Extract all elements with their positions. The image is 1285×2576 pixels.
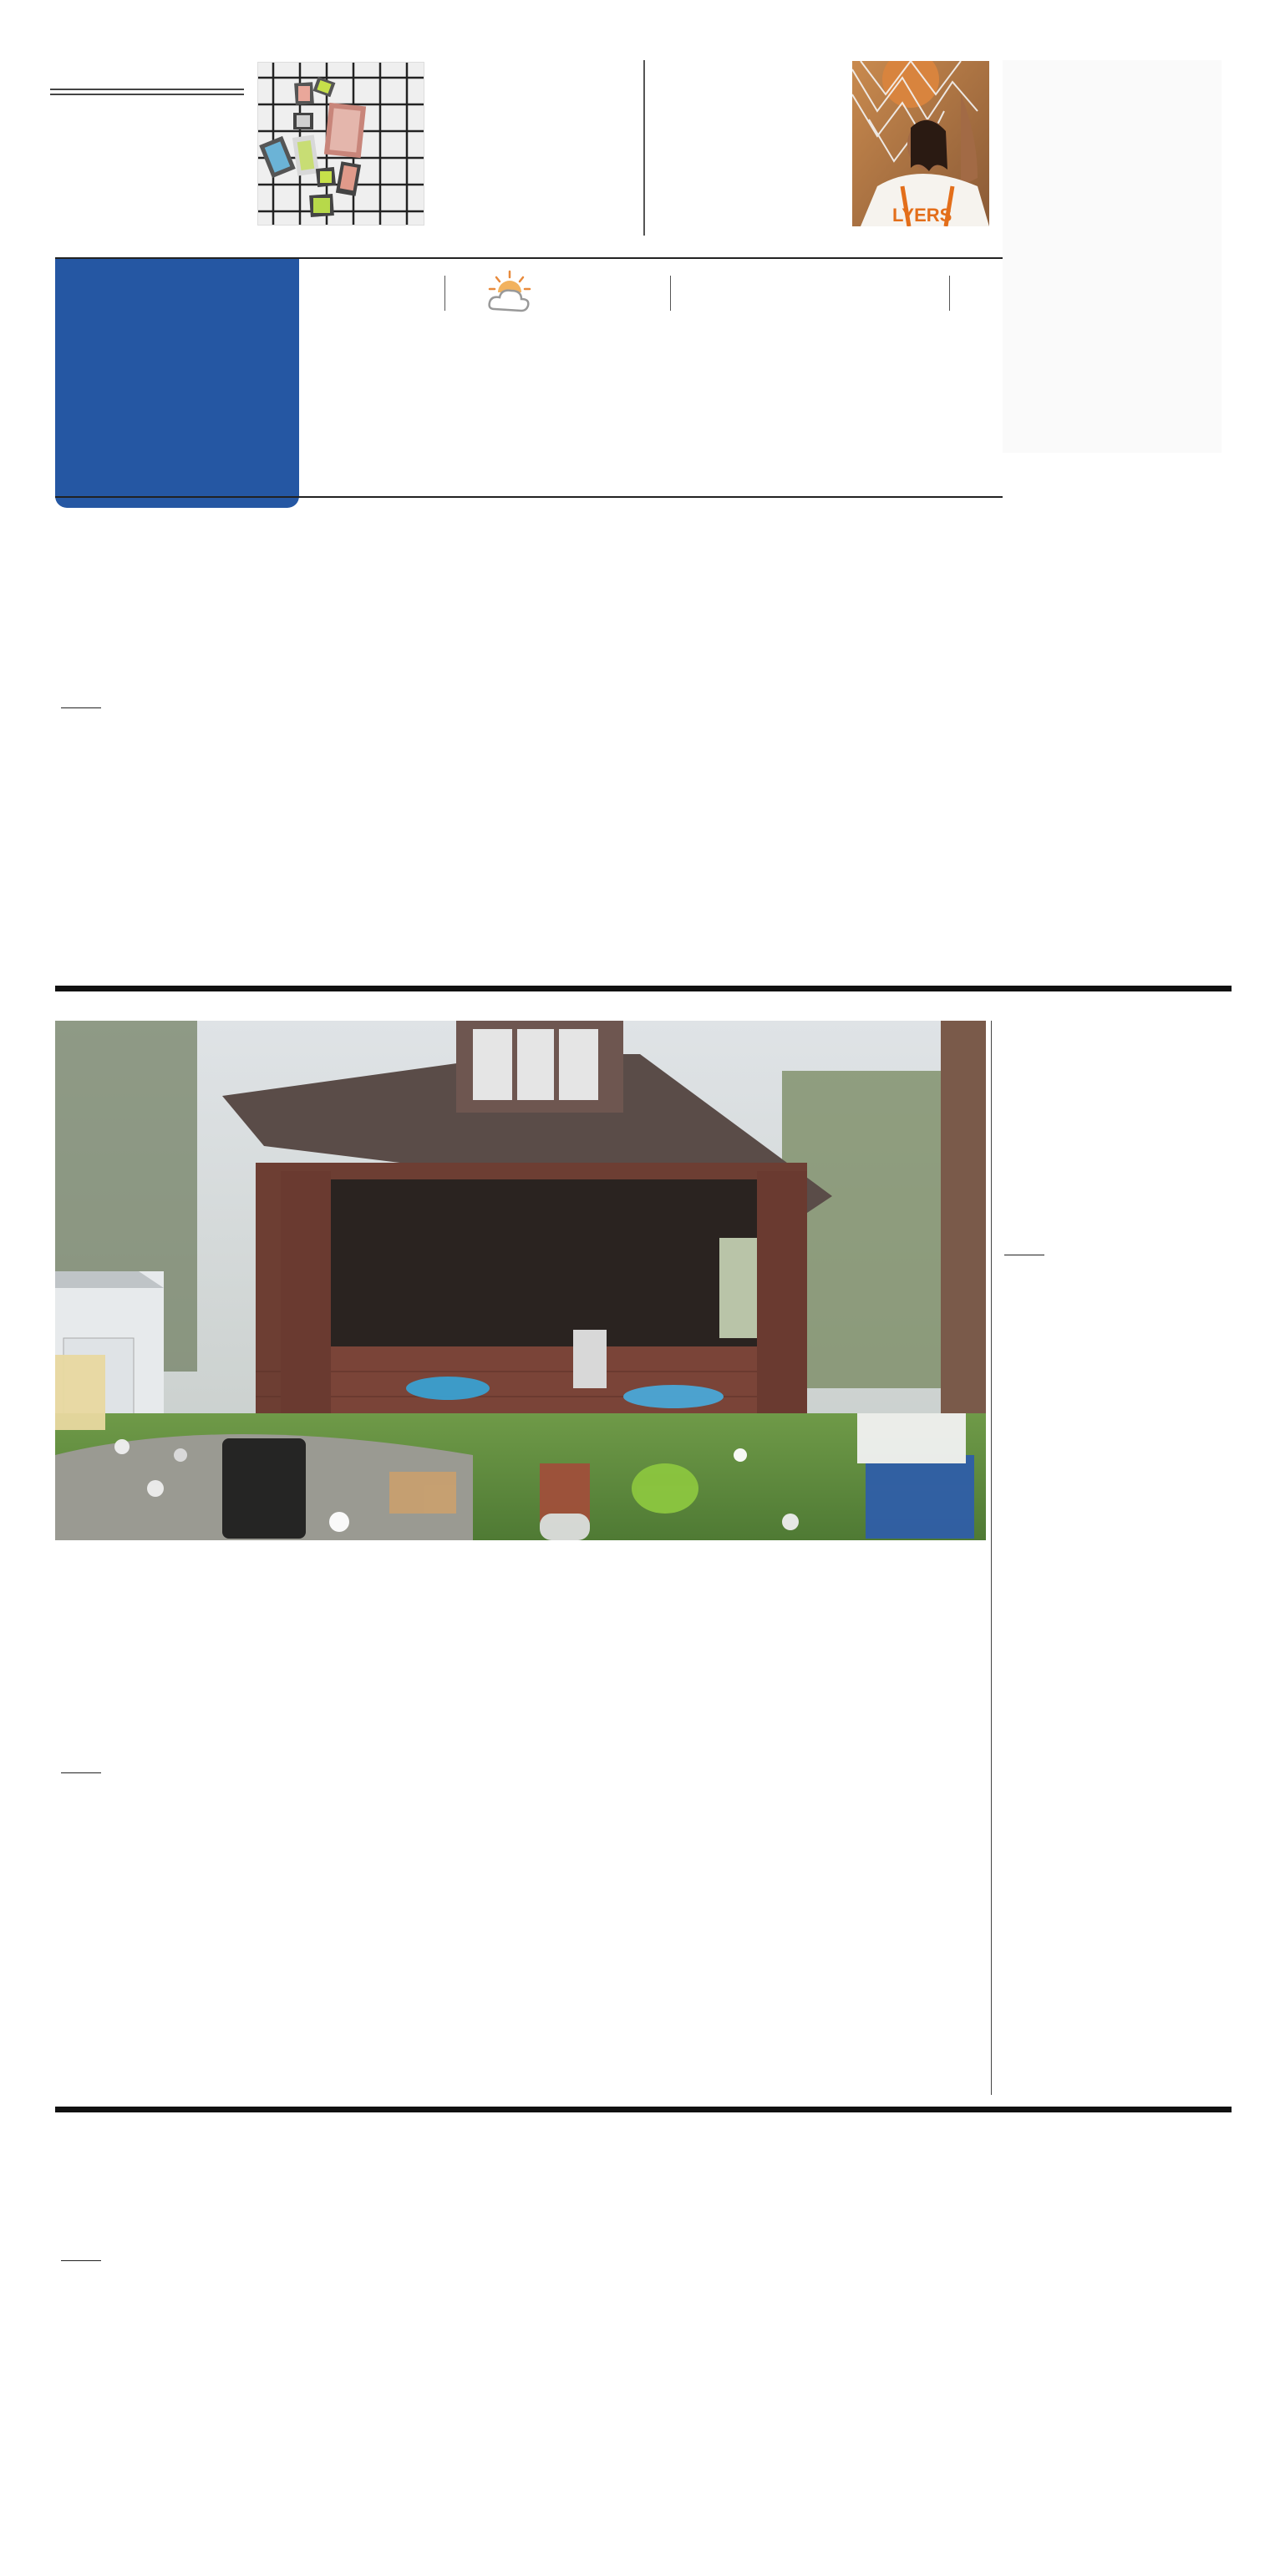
byline-block [61,2260,236,2273]
divider [61,1772,101,1773]
byline-block [1004,1255,1222,1267]
masthead-bottom-rule [55,496,1003,498]
fire-house-photo[interactable] [55,1021,986,1540]
separator [670,276,671,311]
separator [444,276,445,311]
section-rule [55,2107,1232,2112]
byline-block [61,1772,236,1785]
basketball-player-image [852,61,989,226]
living-promo[interactable] [50,74,244,100]
divider [61,2260,101,2261]
bnd-logo[interactable] [55,259,299,508]
promo-divider [643,60,645,236]
craft-grid-image [258,63,424,226]
divider [61,707,101,708]
burned-house-image [55,1021,986,1540]
byline-block [61,707,236,720]
section-rule [55,986,1232,991]
divider [50,94,244,95]
partly-sunny-icon [485,269,535,317]
ad-placeholder [1003,60,1222,453]
sports-photo[interactable] [852,61,989,226]
column-divider [991,1021,992,2095]
svg-text:LYERS: LYERS [892,205,952,226]
separator [949,276,950,311]
edition-heading [77,90,244,94]
craft-photo[interactable] [257,62,424,226]
